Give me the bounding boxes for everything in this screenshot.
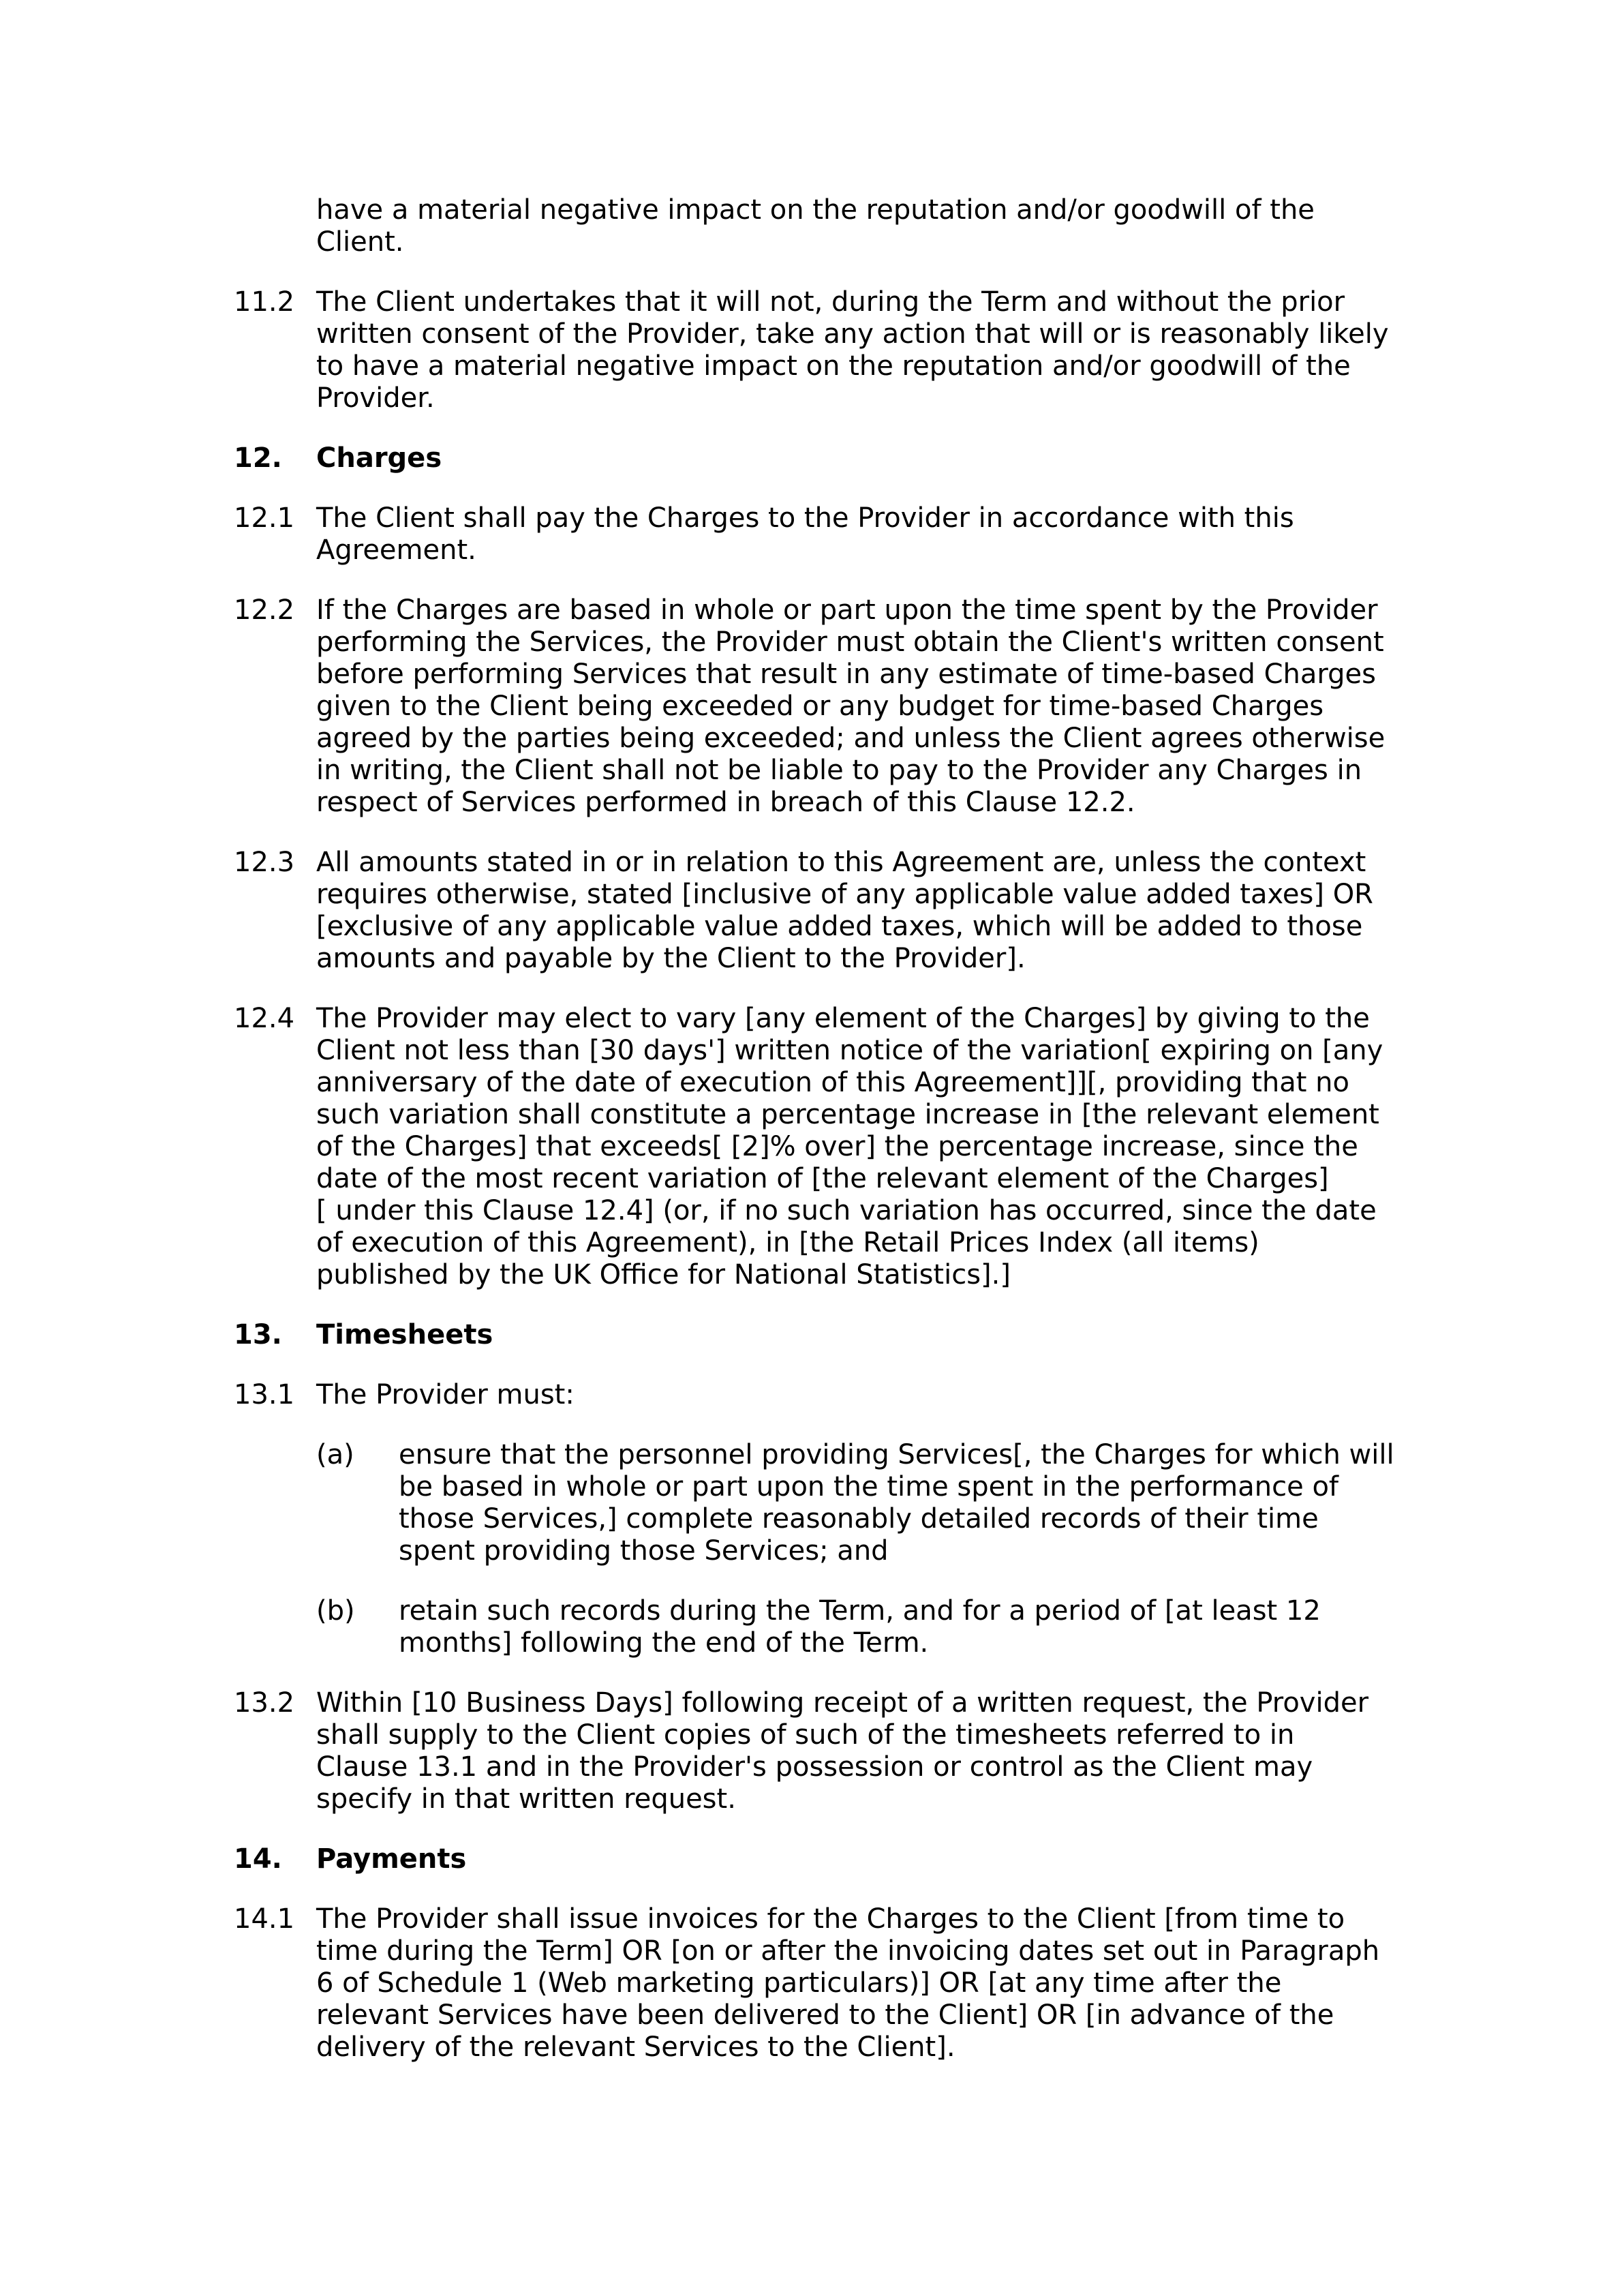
sub-clause (234, 1595, 1406, 1659)
clause-text (316, 594, 1406, 819)
text-line: ensure that the personnel providing Services[, the Charges for which will (399, 1439, 1394, 1470)
clause (234, 286, 1406, 414)
text-line: [exclusive of any applicable value added taxes, which will be added to those (316, 911, 1363, 942)
text-line: The Provider must: (316, 1379, 575, 1410)
clause-text (316, 1379, 1406, 1411)
text-line: of execution of this Agreement), in [the Retail Prices Index (all items) (316, 1227, 1259, 1258)
text-line: relevant Services have been delivered to the Client] OR [in advance of the (316, 1999, 1334, 2031)
text-line: given to the Client being exceeded or any budget for time-based Charges (316, 691, 1324, 722)
clause-number: 14.1 (234, 1903, 295, 1935)
text-line: written consent of the Provider, take any action that will or is reasonably likely (316, 318, 1389, 350)
text-line: requires otherwise, stated [inclusive of any applicable value added taxes] OR (316, 879, 1373, 910)
clause-number: 12.2 (234, 594, 295, 626)
section-heading-number: 12. (234, 442, 282, 474)
text-line: [ under this Clause 12.4] (or, if no such variation has occurred, since the date (316, 1195, 1377, 1226)
text-line: specify in that written request. (316, 1783, 736, 1815)
section-heading (234, 1319, 1406, 1351)
text-line: Payments (316, 1843, 467, 1875)
text-line: of the Charges] that exceeds[ [2]% over] the percentage increase, since the (316, 1131, 1358, 1162)
text-line: The Provider may elect to vary [any element of the Charges] by giving to the (316, 1003, 1370, 1034)
clause (234, 1903, 1406, 2064)
clause (234, 847, 1406, 975)
text-line: respect of Services performed in breach of this Clause 12.2. (316, 787, 1135, 818)
text-line: Charges (316, 442, 442, 474)
text-line: be based in whole or part upon the time spent in the performance of (399, 1471, 1339, 1502)
sub-clause (234, 1439, 1406, 1567)
clause-text (316, 502, 1406, 567)
clause-number: 12.3 (234, 847, 295, 878)
section-heading (234, 1843, 1406, 1875)
section-heading (234, 442, 1406, 474)
text-line: The Client undertakes that it will not, during the Term and without the prior (316, 286, 1345, 318)
text-line: published by the UK Office for National Statistics].] (316, 1259, 1011, 1290)
text-line: have a material negative impact on the reputation and/or goodwill of the (316, 194, 1315, 226)
text-line: All amounts stated in or in relation to this Agreement are, unless the context (316, 847, 1366, 878)
clause (234, 1379, 1406, 1411)
document-body (234, 194, 1406, 2091)
text-line: Agreement. (316, 534, 476, 566)
text-line: Clause 13.1 and in the Provider's possession or control as the Client may (316, 1751, 1313, 1783)
sub-clause-text (399, 1595, 1406, 1659)
text-line: months] following the end of the Term. (399, 1627, 929, 1659)
text-line: in writing, the Client shall not be liable to pay to the Provider any Charges in (316, 755, 1362, 786)
clause-number: 13.2 (234, 1687, 295, 1719)
text-line: Timesheets (316, 1319, 493, 1350)
clause (234, 1687, 1406, 1815)
text-line: anniversary of the date of execution of this Agreement]][, providing that no (316, 1067, 1349, 1098)
sub-clause-number: (b) (316, 1595, 355, 1627)
text-line: Client. (316, 226, 404, 258)
sub-clause-number: (a) (316, 1439, 354, 1470)
clause (234, 1003, 1406, 1291)
clause-text (316, 286, 1406, 414)
clause-text (316, 1003, 1406, 1291)
text-line: to have a material negative impact on the reputation and/or goodwill of the (316, 350, 1351, 382)
section-heading-text (316, 1319, 1406, 1351)
text-line: Client not less than [30 days'] written notice of the variation[ expiring on [any (316, 1035, 1383, 1066)
text-line: Within [10 Business Days] following receipt of a written request, the Provider (316, 1687, 1369, 1719)
text-line: Provider. (316, 382, 435, 414)
text-line: The Provider shall issue invoices for the Charges to the Client [from time to (316, 1903, 1345, 1935)
text-line: agreed by the parties being exceeded; and unless the Client agrees otherwise (316, 723, 1386, 754)
clause-text (316, 1903, 1406, 2064)
continued-paragraph-text (316, 194, 1406, 258)
clause (234, 502, 1406, 567)
section-heading-number: 14. (234, 1843, 282, 1875)
clause-number: 11.2 (234, 286, 295, 318)
text-line: retain such records during the Term, and for a period of [at least 12 (399, 1595, 1321, 1627)
section-heading-text (316, 1843, 1406, 1875)
text-line: those Services,] complete reasonably detailed records of their time (399, 1503, 1319, 1535)
text-line: 6 of Schedule 1 (Web marketing particulars)] OR [at any time after the (316, 1967, 1282, 1999)
text-line: The Client shall pay the Charges to the Provider in accordance with this (316, 502, 1294, 534)
text-line: date of the most recent variation of [the relevant element of the Charges] (316, 1163, 1329, 1194)
text-line: spent providing those Services; and (399, 1535, 889, 1567)
clause-number: 12.1 (234, 502, 295, 534)
clause (234, 594, 1406, 819)
clause-text (316, 1687, 1406, 1815)
section-heading-text (316, 442, 1406, 474)
section-heading-number: 13. (234, 1319, 282, 1350)
text-line: performing the Services, the Provider must obtain the Client's written consent (316, 626, 1384, 658)
continued-paragraph (234, 194, 1406, 258)
text-line: time during the Term] OR [on or after the invoicing dates set out in Paragraph (316, 1935, 1380, 1967)
sub-clause-text (399, 1439, 1406, 1567)
clause-number: 12.4 (234, 1003, 295, 1034)
text-line: amounts and payable by the Client to the Provider]. (316, 943, 1026, 974)
text-line: delivery of the relevant Services to the Client]. (316, 2031, 955, 2063)
clause-number: 13.1 (234, 1379, 295, 1410)
clause-text (316, 847, 1406, 975)
text-line: shall supply to the Client copies of such of the timesheets referred to in (316, 1719, 1295, 1751)
text-line: such variation shall constitute a percentage increase in [the relevant element (316, 1099, 1379, 1130)
text-line: before performing Services that result in any estimate of time-based Charges (316, 659, 1376, 690)
text-line: If the Charges are based in whole or part upon the time spent by the Provider (316, 594, 1378, 626)
